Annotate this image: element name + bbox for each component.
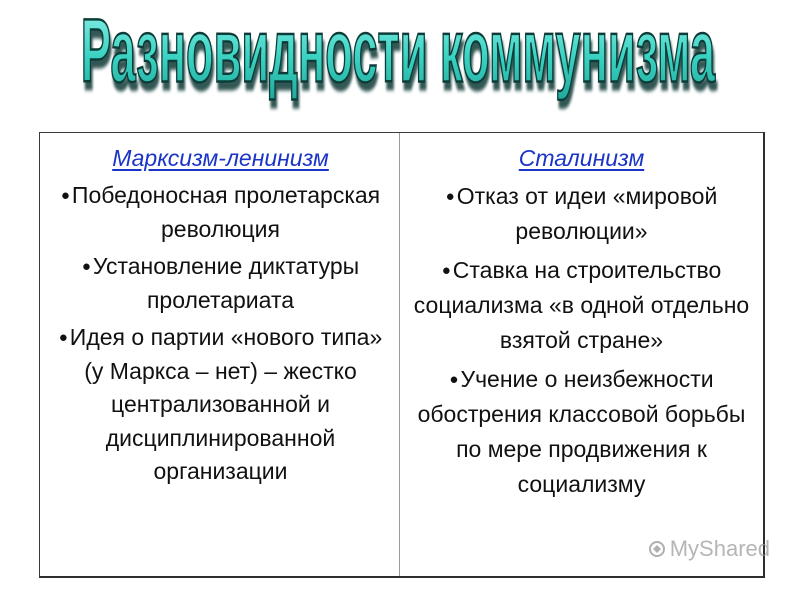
column-marxism-leninism (40, 133, 400, 576)
bullet-icon: ● (445, 188, 455, 205)
column-stalinism (400, 133, 763, 576)
item-text: Ставка на строительство социализма «в одной отдельно взятой стране» (413, 257, 750, 353)
item-text: Отказ от идеи «мировой революции» (456, 183, 718, 244)
comparison-table (39, 132, 765, 578)
title-area (0, 0, 800, 118)
list-item (406, 362, 757, 502)
item-list (48, 179, 393, 489)
column-heading: Марксизм-ленинизм (112, 145, 329, 171)
item-text: Идея о партии «нового типа» (у Маркса – нет) – жестко централизованной и дисциплинированной организации (69, 324, 383, 484)
bullet-icon: ● (449, 371, 459, 388)
item-text: Установление диктатуры пролетариата (92, 253, 360, 313)
watermark-text: MyShared (669, 536, 770, 561)
slide-title-art (0, 0, 800, 118)
shared-logo-icon (648, 540, 666, 558)
item-text: Победоносная пролетарская революция (71, 182, 381, 242)
bullet-icon: ● (58, 329, 68, 346)
bullet-icon: ● (81, 258, 91, 275)
list-item (406, 179, 757, 249)
item-list (406, 179, 757, 502)
list-item (48, 321, 393, 489)
list-item (48, 179, 393, 246)
list-item (48, 250, 393, 317)
list-item (406, 253, 757, 358)
bullet-icon: ● (60, 187, 70, 204)
bullet-icon: ● (441, 262, 451, 279)
column-heading: Сталинизм (518, 145, 645, 171)
item-text: Учение о неизбежности обострения классовой борьбы по мере продвижения к социализму (417, 366, 746, 497)
slide-title: Разновидности коммунизма (80, 2, 716, 102)
watermark (648, 536, 770, 562)
